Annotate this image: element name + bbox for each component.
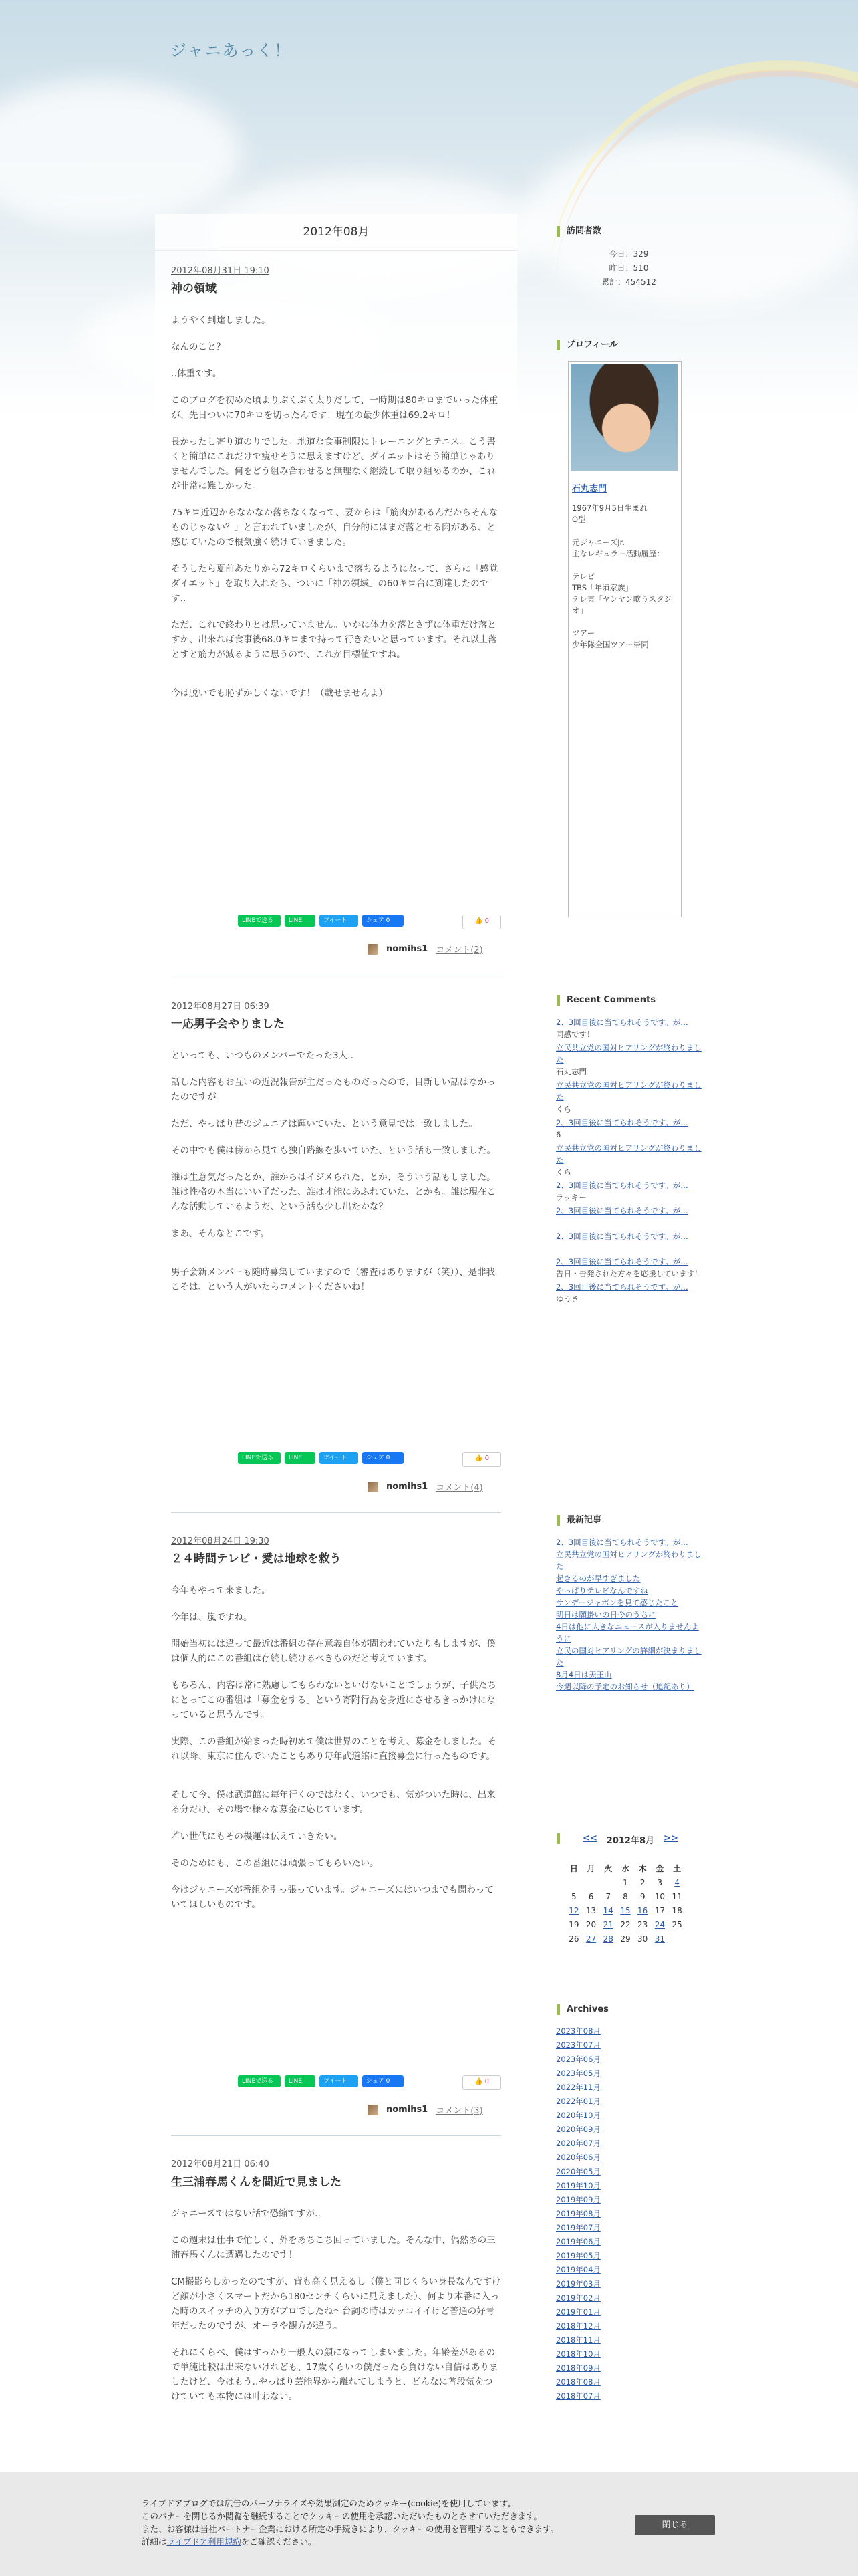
paragraph: 実際、この番組が始まった時初めて僕は世界のことを考え、募金をしました。それ以降、東京に住んでいたこともあり毎年武道館に直接募金に行ったものです。 [171, 1736, 496, 1762]
calendar-day[interactable]: 16 [637, 1905, 648, 1915]
archive-link[interactable]: 2023年05月 [556, 2069, 601, 2078]
post-body [171, 1583, 501, 1912]
paragraph: 今年もやって来ました。 [171, 1585, 271, 1596]
post [171, 999, 501, 1306]
calendar-day[interactable]: 27 [585, 1934, 597, 1944]
calendar-day[interactable]: 14 [603, 1905, 613, 1915]
line-share-button[interactable]: LINEで送る [238, 2075, 281, 2087]
comment-post-link[interactable]: 2、3回目後に当てられそうです。が… [556, 1206, 688, 1215]
calendar-day: 17 [654, 1905, 665, 1915]
paragraph: CM撮影らしかったのですが、背も高く見えるし（僕と同じくらい身長なんですけど顔が小さくスマートだから180センチくらいに見えました）、何より本番に入った時のスイッチの入り方がプロでしたね〜台詞の時はカッコイイけど普通の好青年だったのですが、オーラや観方が違う。 [171, 2276, 501, 2331]
calendar-day: 8 [623, 1891, 628, 1901]
visitors-yesterday: 昨日：510 [609, 263, 649, 273]
archive-link[interactable]: 2019年04月 [556, 2265, 601, 2274]
weekday-label: 金 [656, 1864, 664, 1873]
paragraph: 若い世代にもその機運は伝えていきたい。 [171, 1831, 343, 1842]
paragraph: そのためにも、この番組には頑張ってもらいたい。 [171, 1858, 379, 1869]
post-divider [171, 1512, 501, 1513]
post-date[interactable]: 2012年08月24日 19:30 [171, 1536, 269, 1546]
line-button[interactable]: LINE [285, 2075, 315, 2087]
weekday-label: 水 [621, 1864, 629, 1873]
archive-link[interactable]: 2019年02月 [556, 2293, 601, 2303]
comment-author [556, 1242, 703, 1254]
post [171, 2157, 501, 2416]
calendar-title: 2012年8月 [606, 1836, 655, 1846]
paragraph: ただ、これで終わりとは思っていません。いかに体力を落とさずに体重だけ落とすか、出来れば食事後68.0キロまで持って行きたいと思っています。それ以上落とすと筋力が減るように思うので、これが目標値ですね。 [171, 620, 497, 660]
archive-link[interactable]: 2018年10月 [556, 2349, 601, 2359]
calendar-day: 6 [588, 1891, 594, 1901]
calendar-day[interactable]: 4 [674, 1877, 680, 1887]
post-author[interactable]: nomihs1 [386, 2105, 428, 2115]
facebook-share-button[interactable]: シェア 0 [362, 915, 404, 927]
paragraph: 今年は、嵐ですね。 [171, 1612, 253, 1623]
comment-post-link[interactable]: 2、3回目後に当てられそうです。が… [556, 1181, 688, 1190]
terms-link[interactable]: ライブドア利用規約 [166, 2537, 241, 2547]
post-meta [368, 2103, 483, 2116]
like-button[interactable]: 👍 0 [462, 2075, 501, 2090]
post-title[interactable]: 一応男子会やりました [171, 1018, 285, 1031]
list-item [556, 1179, 703, 1203]
line-share-button[interactable]: LINEで送る [238, 1452, 281, 1464]
recent-post-link[interactable]: 立民共立党の国対ヒアリングが終わりました [556, 1550, 702, 1571]
weekday-label: 木 [638, 1864, 647, 1873]
calendar-week [565, 1931, 686, 1946]
calendar-day [599, 1875, 617, 1889]
recent-post-link[interactable]: 立民の国対ヒアリングの詳細が決まりました [556, 1646, 702, 1667]
calendar-next-button[interactable]: >> [664, 1833, 678, 1843]
calendar-day: 10 [654, 1891, 665, 1901]
archive-link[interactable]: 2020年09月 [556, 2125, 601, 2134]
author-avatar [368, 1482, 378, 1492]
paragraph: 今は脱いでも恥ずかしくないです！（載せませんよ） [171, 688, 388, 699]
calendar-day[interactable]: 24 [654, 1919, 665, 1929]
calendar-day: 22 [620, 1919, 631, 1929]
profile-name[interactable]: 石丸志門 [572, 484, 607, 494]
calendar-day: 23 [637, 1919, 648, 1929]
calendar-day: 19 [569, 1919, 579, 1929]
archives-list [556, 2024, 690, 2404]
profile-text: 1967年9月5日生まれ O型 元ジャニーズJr. 主なレギュラー活動履歴： テレビ TBS「年頃家族」 テレ東「ヤンヤン歌うスタジオ」 ツアー 少年隊全国ツアー帯同 [572, 503, 672, 649]
paragraph: それにくらべ、僕はすっかり一般人の顔になってしまいました。年齢差があるので単純比較は出来ないけれども、17歳くらいの僕だったら負けない自信はありましたけど、今はもう‥やっぱり芸能界から離れてしまうと、どんなに普段気をつけていても本物には叶わない。 [171, 2347, 498, 2402]
list-item [556, 1117, 703, 1141]
archive-link[interactable]: 2019年03月 [556, 2279, 601, 2289]
tweet-button[interactable]: ツイート [319, 1452, 358, 1464]
cookie-text [142, 2497, 650, 2548]
paragraph: このブログを初めた頃よりぶくぶく太りだして、一時期は80キロまでいった体重が、先日ついに70キロを切ったんです！現在の最少体重は69.2キロ！ [171, 395, 498, 421]
archive-link[interactable]: 2020年10月 [556, 2111, 601, 2120]
calendar-day[interactable]: 15 [620, 1905, 631, 1915]
calendar-day [565, 1875, 583, 1889]
cookie-line: また、お客様は当社パートナー企業における所定の手続きにより、クッキーの使用を管理することもできます。 [142, 2524, 559, 2534]
cookie-text-post: をご確認ください。 [241, 2537, 317, 2547]
calendar-week [565, 1903, 686, 1917]
archive-link[interactable]: 2020年06月 [556, 2153, 601, 2162]
share-bar [238, 915, 501, 927]
comments-link[interactable]: コメント(2) [436, 945, 483, 955]
recent-post-link[interactable]: 8月4日は天王山 [556, 1670, 612, 1679]
visitors-total: 累計：454512 [601, 277, 656, 287]
calendar-day [583, 1875, 600, 1889]
archive-link[interactable]: 2019年01月 [556, 2307, 601, 2317]
comment-author: くら [556, 1167, 571, 1177]
paragraph: なんのこと？ [171, 342, 225, 352]
paragraph: 75キロ近辺からなかなか落ちなくなって、妻からは「筋肉があるんだからそんなものじゃない？」と言われていましたが、自分的にはまだ落とせる肉がある、と感じていたので根気強く続けていきました。 [171, 507, 498, 548]
comment-author: 告日・告発された方々を応援しています！ [556, 1269, 702, 1278]
list-item [556, 1079, 703, 1115]
calendar-day: 20 [585, 1919, 597, 1929]
post-title[interactable]: ２４時間テレビ・愛は地球を救う [171, 1552, 341, 1566]
calendar-day: 3 [657, 1877, 663, 1887]
author-avatar [368, 944, 378, 955]
post-body [171, 2206, 501, 2404]
paragraph: ただ、やっぱり昔のジュニアは輝いていた、という意見では一致しました。 [171, 1119, 478, 1129]
like-button[interactable]: 👍 0 [462, 915, 501, 929]
cookie-line: このバナーを閉じるか閲覧を継続することでクッキーの使用を承認いただいたものとさせていただきます。 [142, 2511, 543, 2521]
comment-post-link[interactable]: 立民共立党の国対ヒアリングが終わりました [556, 1143, 702, 1165]
calendar-day: 30 [637, 1934, 648, 1944]
paragraph: ‥体重です。 [171, 368, 222, 379]
comment-post-link[interactable]: 2、3回目後に当てられそうです。が… [556, 1257, 688, 1266]
archive-link[interactable]: 2019年10月 [556, 2181, 601, 2190]
like-count: 0 [484, 1455, 489, 1462]
recent-post-link[interactable]: 今週以降の予定のお知らせ（追記あり） [556, 1682, 694, 1691]
tweet-button[interactable]: ツイート [319, 2075, 358, 2087]
post-author[interactable]: nomihs1 [386, 944, 428, 954]
recent-posts-heading: 最新記事 [557, 1515, 601, 1526]
post-date[interactable]: 2012年08月27日 06:39 [171, 1002, 269, 1012]
post [171, 263, 501, 713]
like-button[interactable]: 👍 0 [462, 1452, 501, 1467]
calendar-day: 9 [639, 1891, 646, 1901]
calendar-day: 11 [672, 1891, 682, 1901]
recent-post-link[interactable]: 2、3回目後に当てられそうです。が… [556, 1538, 688, 1547]
comment-author: ゆうき [556, 1294, 579, 1304]
archive-link[interactable]: 2023年08月 [556, 2026, 601, 2036]
weekday-label: 日 [569, 1864, 578, 1873]
calendar-day[interactable]: 12 [569, 1905, 579, 1915]
comment-author [556, 1217, 703, 1229]
post [171, 1534, 501, 1924]
list-item [556, 1042, 703, 1078]
calendar-day: 1 [623, 1877, 628, 1887]
list-item [556, 1256, 703, 1280]
like-count: 0 [484, 917, 489, 925]
tweet-button[interactable]: ツイート [319, 915, 358, 927]
paragraph: その中でも僕は傍から見ても独自路線を歩いていた、という話も一致しました。 [171, 1145, 496, 1156]
calendar-week [565, 1917, 686, 1931]
comment-author: ラッキー [556, 1193, 587, 1202]
comment-post-link[interactable]: 2、3回目後に当てられそうです。が… [556, 1232, 688, 1241]
calendar-day: 18 [672, 1905, 682, 1915]
paragraph: もちろん、内容は常に熟慮してもらわないといけないことでしょうが、子供たちにとってこの番組は「募金をする」という寄附行為を身近にさせるきっかけになっていると思うんです。 [171, 1680, 496, 1720]
calendar-day: 5 [571, 1891, 577, 1901]
archive-link[interactable]: 2019年08月 [556, 2209, 601, 2218]
list-item [556, 1230, 703, 1254]
comment-post-link[interactable]: 2、3回目後に当てられそうです。が… [556, 1018, 688, 1027]
calendar-weekdays [565, 1861, 686, 1875]
archive-link[interactable]: 2019年09月 [556, 2195, 601, 2204]
archive-link[interactable]: 2018年09月 [556, 2363, 601, 2373]
calendar-day: 7 [605, 1891, 611, 1901]
line-button[interactable]: LINE [285, 915, 315, 927]
calendar-nav [583, 1833, 678, 1846]
calendar-day[interactable]: 21 [603, 1919, 613, 1929]
paragraph: そうしたら夏前あたりから72キロくらいまで落ちるようになって、さらに「感覚ダイエット」を取り入れたら、ついに「神の領域」の60キロ台に到達したのです‥ [171, 564, 498, 604]
calendar-days [565, 1875, 686, 1946]
post-meta [368, 943, 483, 955]
post-meta [368, 1480, 483, 1493]
paragraph: 開始当初には違って最近は番組の存在意義自体が問われていたりもしますが、僕は個人的にこの番組は存続し続けるべきものだと考えています。 [171, 1639, 496, 1664]
archive-link[interactable]: 2019年07月 [556, 2223, 601, 2232]
calendar-day [668, 1931, 686, 1946]
visitors-today: 今日：329 [609, 249, 649, 259]
weekday-label: 土 [673, 1864, 682, 1873]
archive-link[interactable]: 2023年07月 [556, 2040, 601, 2050]
comment-post-link[interactable]: 2、3回目後に当てられそうです。が… [556, 1118, 688, 1127]
calendar-prev-button[interactable]: << [583, 1833, 597, 1843]
calendar-day: 25 [672, 1919, 682, 1929]
list-item [556, 1016, 703, 1040]
archive-link[interactable]: 2018年07月 [556, 2391, 601, 2401]
comments-link[interactable]: コメント(3) [436, 2106, 483, 2116]
recent-post-link[interactable]: やっぱりテレビなんですね [556, 1586, 648, 1595]
post-title[interactable]: 神の領域 [171, 282, 217, 296]
author-avatar [368, 2105, 378, 2115]
list-item [556, 1281, 703, 1305]
line-share-button[interactable]: LINEで送る [238, 915, 281, 927]
paragraph: そして今、僕は武道館に毎年行くのではなく、いつでも、気がついた時に、出来る分だけ、その場で様々な募金に応じています。 [171, 1790, 496, 1815]
recent-posts-list [556, 1536, 703, 1693]
calendar-grid [565, 1861, 686, 1946]
paragraph: 誰は生意気だったとか、誰からはイジメられた、とか、そういう話もしました。誰は性格の本当にいい子だった、誰は才能にあふれていた、とかも。誰は現在こんな活動しているようだ、という話も少し出たかな？ [171, 1172, 496, 1212]
archive-link[interactable]: 2018年11月 [556, 2335, 601, 2345]
profile-photo[interactable] [571, 364, 678, 471]
post-date[interactable]: 2012年08月31日 19:10 [171, 266, 269, 276]
cookie-close-button[interactable]: 閉じる [635, 2515, 715, 2535]
comment-post-link[interactable]: 立民共立党の国対ヒアリングが終わりました [556, 1080, 702, 1102]
archive-link[interactable]: 2022年01月 [556, 2097, 601, 2106]
recent-post-link[interactable]: 明日は願掛いの日今のうちに [556, 1610, 656, 1619]
paragraph: ようやく到達しました。 [171, 315, 271, 326]
calendar-day: 26 [569, 1934, 579, 1944]
calendar-week [565, 1875, 686, 1889]
weekday-label: 月 [587, 1864, 595, 1873]
calendar-week [565, 1889, 686, 1903]
month-heading: 2012年08月 [155, 214, 517, 251]
visitors-heading: 訪問者数 [557, 226, 601, 237]
comment-author: 6 [556, 1130, 561, 1139]
calendar-day: 13 [585, 1905, 597, 1915]
post-title[interactable]: 生三浦春馬くんを間近で見ました [171, 2176, 341, 2189]
recent-post-link[interactable]: 起きるのが早すぎました [556, 1574, 641, 1583]
archive-link[interactable]: 2023年06月 [556, 2055, 601, 2064]
weekday-label: 火 [604, 1864, 613, 1873]
post-body [171, 1048, 501, 1294]
paragraph: 男子会新メンバーも随時募集していますので（審査はありますが（笑））、是非我こそは、という人がいたらコメントくださいね！ [171, 1267, 496, 1292]
line-button[interactable]: LINE [285, 1452, 315, 1464]
post-author[interactable]: nomihs1 [386, 1482, 428, 1492]
facebook-share-button[interactable]: シェア 0 [362, 2075, 404, 2087]
calendar-day: 2 [639, 1877, 646, 1887]
paragraph: 話した内容もお互いの近況報告が主だったものだったので、目新しい話はなかったのですが。 [171, 1077, 496, 1102]
comment-post-link[interactable]: 立民共立党の国対ヒアリングが終わりました [556, 1043, 702, 1064]
archive-link[interactable]: 2019年06月 [556, 2237, 601, 2246]
archives-heading: Archives [557, 2004, 609, 2015]
comment-post-link[interactable]: 2、3回目後に当てられそうです。が… [556, 1282, 688, 1292]
like-count: 0 [484, 2078, 489, 2085]
calendar-day: 29 [620, 1934, 631, 1944]
paragraph: 今はジャニーズが番組を引っ張っています。ジャニーズにはいつまでも関わっていてほしいものです。 [171, 1885, 494, 1910]
archive-link[interactable]: 2020年07月 [556, 2139, 601, 2148]
paragraph: まあ、そんなとこです。 [171, 1228, 269, 1239]
recent-post-link[interactable]: サンデージャポンを見て感じたこと [556, 1598, 678, 1607]
paragraph: この週末は仕事で忙しく、外をあちこち回っていました。そんな中、偶然あの三浦春馬くんに遭遇したのです！ [171, 2235, 496, 2260]
recent-post-link[interactable]: 4日は他に大きなニュースが入りませんように [556, 1622, 699, 1643]
list-item [556, 1205, 703, 1229]
list-item [556, 1142, 703, 1178]
cookie-line [142, 2535, 650, 2548]
recent-comments-heading: Recent Comments [557, 995, 656, 1006]
calendar-day[interactable]: 31 [654, 1934, 665, 1944]
post-body [171, 313, 501, 701]
share-bar [238, 2075, 501, 2087]
paragraph: 長かったし寄り道のりでした。地道な食事制限にトレーニングとテニス。こう書くと簡単にこれだけで痩せそうに思えますけど、ダイエットはそう簡単じゃありませんでした。何をどう組み合わせると無理なく継続して取り組めるのか、これが非常に難しかった。 [171, 437, 496, 491]
archive-link[interactable]: 2022年11月 [556, 2083, 601, 2092]
post-divider [171, 2135, 501, 2136]
post-date[interactable]: 2012年08月21日 06:40 [171, 2159, 269, 2170]
archive-link[interactable]: 2018年12月 [556, 2321, 601, 2331]
visitor-counter [555, 247, 703, 289]
archive-link[interactable]: 2019年05月 [556, 2251, 601, 2260]
paragraph: ジャニーズではない話で恐縮ですが‥ [171, 2208, 321, 2219]
profile-heading: プロフィール [557, 340, 618, 350]
site-title[interactable]: ジャニあっく！ [170, 41, 292, 60]
comment-author: くら [556, 1104, 571, 1114]
archive-link[interactable]: 2020年05月 [556, 2167, 601, 2176]
facebook-share-button[interactable]: シェア 0 [362, 1452, 404, 1464]
calendar-day[interactable]: 28 [603, 1934, 613, 1944]
recent-comments-list [556, 1016, 703, 1306]
comment-author: 同感です！ [556, 1030, 595, 1039]
calendar-marker [557, 1833, 563, 1844]
share-bar [238, 1452, 501, 1464]
comment-author: 石丸志門 [556, 1067, 587, 1076]
cookie-line: ライブドアブログでは広告のパーソナライズや効果測定のためクッキー(cookie)を使用しています。 [142, 2498, 516, 2508]
archive-link[interactable]: 2018年08月 [556, 2377, 601, 2387]
paragraph: といっても、いつものメンバーでたった3人‥ [171, 1050, 354, 1061]
cookie-text-pre: 詳細は [142, 2537, 167, 2547]
comments-link[interactable]: コメント(4) [436, 1483, 483, 1493]
